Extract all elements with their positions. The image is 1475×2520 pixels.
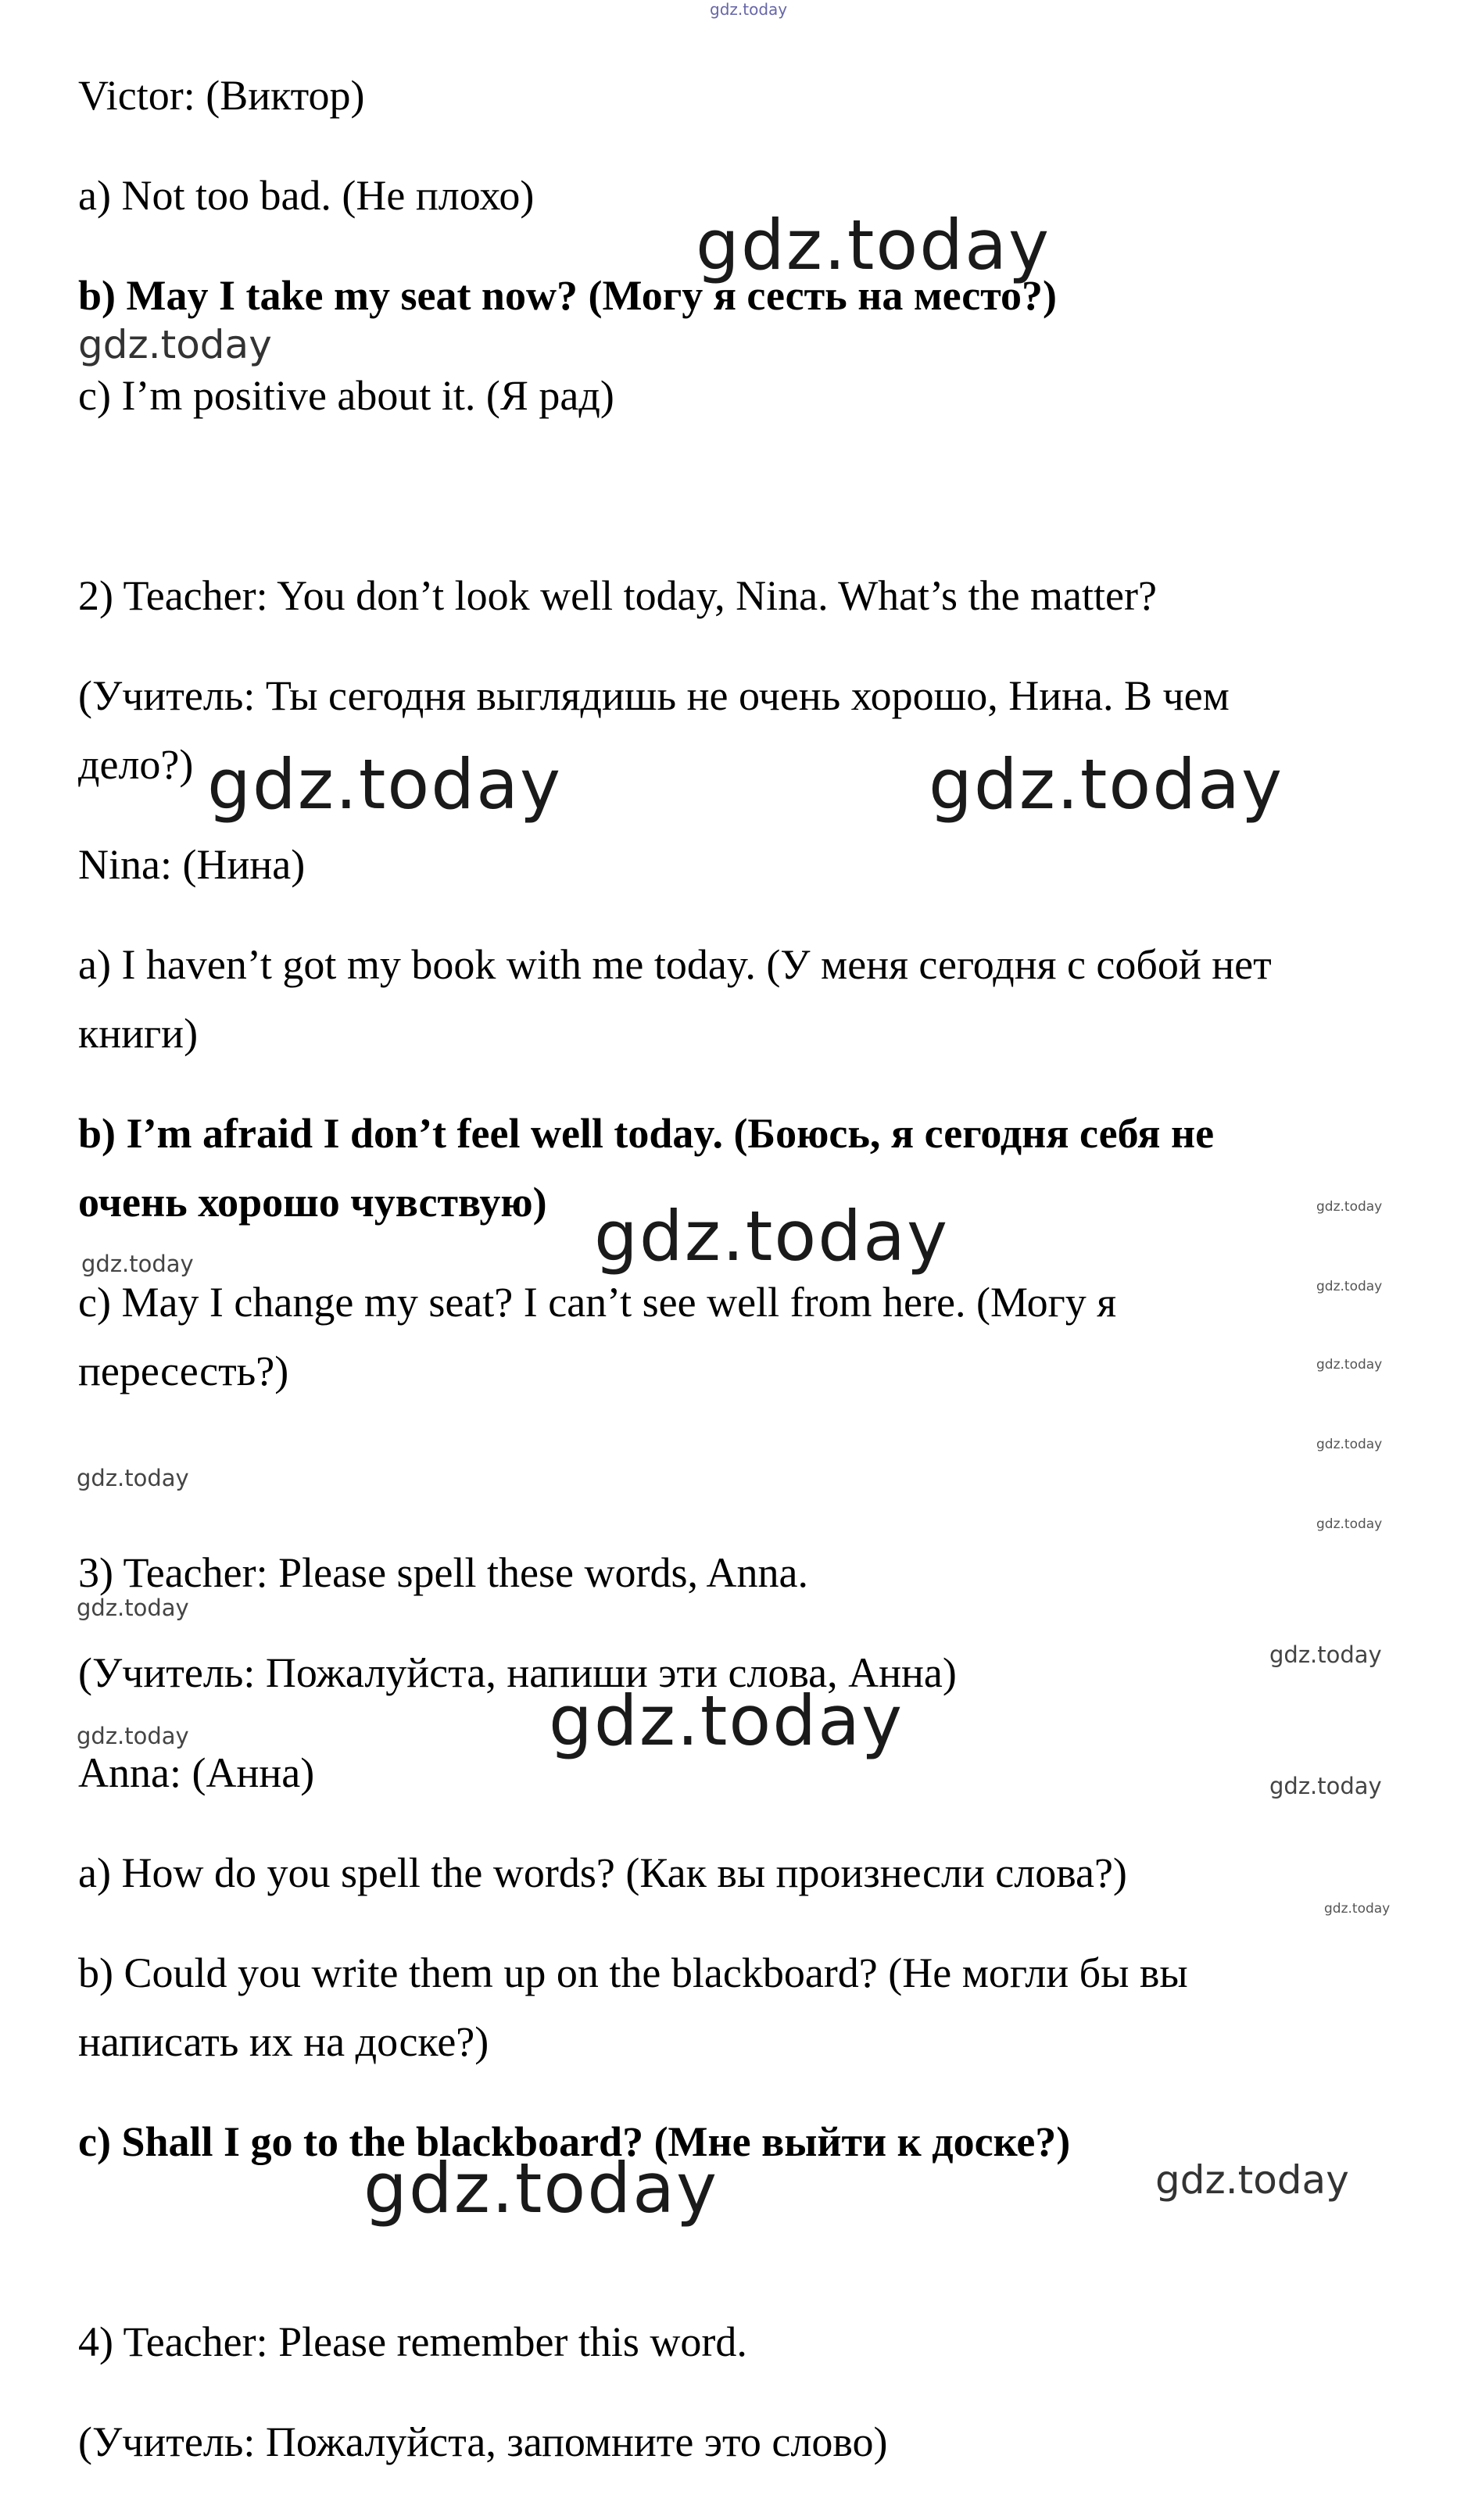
answer-option-b-correct: b) I’m afraid I don’t feel well today. (Боюсь, я сегодня себя не	[78, 1110, 1215, 1157]
question-4-translation: (Учитель: Пожалуйста, запомните это слово)	[78, 2418, 888, 2465]
speaker-anna: Anna: (Анна)	[78, 1749, 315, 1796]
answer-option-a: a) Not too bad. (Не плохо)	[78, 172, 535, 219]
watermark: gdz.today	[1155, 2157, 1349, 2203]
answer-option-b: b) Could you write them up on the blackboard? (Не могли бы вы	[78, 1949, 1188, 1996]
answer-option-b-cont: написать их на доске?)	[78, 2018, 489, 2065]
question-2-translation: (Учитель: Ты сегодня выглядишь не очень хорошо, Нина. В чем	[78, 672, 1230, 719]
answer-option-b-correct: b) May I take my seat now? (Могу я сесть на место?)	[78, 272, 1058, 319]
answer-option-c-correct: c) Shall I go to the blackboard? (Мне выйти к доске?)	[78, 2118, 1071, 2165]
question-4-prompt: 4) Teacher: Please remember this word.	[78, 2318, 747, 2365]
question-2-translation-cont: дело?)	[78, 741, 194, 788]
watermark: gdz.today	[77, 1723, 189, 1749]
answer-option-c: c) I’m positive about it. (Я рад)	[78, 372, 614, 419]
watermark: gdz.today	[1316, 1437, 1383, 1452]
speaker-victor: Victor: (Виктор)	[78, 72, 365, 119]
speaker-nina: Nina: (Нина)	[78, 841, 306, 888]
question-2-prompt: 2) Teacher: You don’t look well today, Nina. What’s the matter?	[78, 572, 1157, 619]
watermark: gdz.today	[1316, 1279, 1383, 1294]
watermark: gdz.today	[1269, 1773, 1382, 1799]
watermark: gdz.today	[78, 322, 272, 367]
watermark: gdz.today	[929, 744, 1284, 825]
question-3-prompt: 3) Teacher: Please spell these words, Anna.	[78, 1549, 808, 1596]
watermark: gdz.today	[77, 1595, 189, 1621]
watermark: gdz.today	[1316, 1357, 1383, 1373]
question-3-translation: (Учитель: Пожалуйста, напиши эти слова, Анна)	[78, 1649, 957, 1696]
watermark: gdz.today	[81, 1251, 194, 1277]
watermark: gdz.today	[1269, 1641, 1382, 1668]
answer-option-a-cont: книги)	[78, 1010, 199, 1057]
answer-option-c-cont: пересесть?)	[78, 1348, 289, 1394]
watermark: gdz.today	[710, 0, 788, 19]
watermark: gdz.today	[1316, 1516, 1383, 1532]
watermark: gdz.today	[207, 744, 563, 825]
watermark: gdz.today	[363, 2148, 719, 2228]
watermark: gdz.today	[1316, 1199, 1383, 1215]
answer-option-a: a) How do you spell the words? (Как вы произнесли слова?)	[78, 1849, 1127, 1896]
watermark: gdz.today	[77, 1465, 189, 1491]
answer-option-c: c) May I change my seat? I can’t see well from here. (Могу я	[78, 1279, 1117, 1326]
answer-option-a: a) I haven’t got my book with me today. (У меня сегодня с собой нет	[78, 941, 1272, 988]
watermark: gdz.today	[549, 1681, 904, 1761]
answer-option-b-correct-cont: очень хорошо чувствую)	[78, 1179, 547, 1226]
watermark: gdz.today	[594, 1196, 950, 1276]
watermark: gdz.today	[1324, 1901, 1391, 1917]
watermark: gdz.today	[696, 205, 1051, 285]
